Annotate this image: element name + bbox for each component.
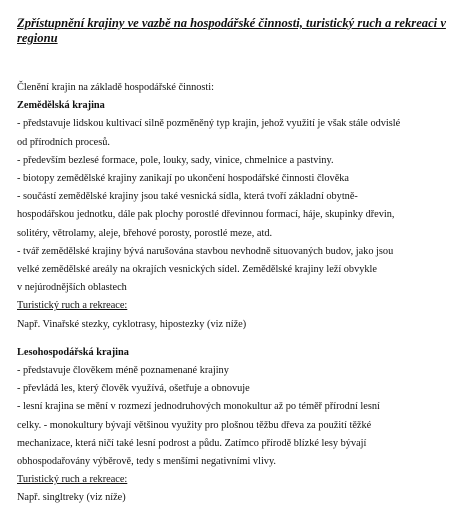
paragraph-line: - představuje člověkem méně poznamenané krajiny (17, 365, 229, 377)
paragraph-line: celky. - monokultury bývají většinou využity pro plošnou těžbu dřeva za použití těžké (17, 419, 372, 431)
paragraph-line: od přírodních procesů. (17, 136, 110, 148)
paragraph-line: - biotopy zemědělské krajiny zanikají po ukončení hospodářské činnosti člověka (17, 173, 349, 185)
paragraph-line: solitéry, větrolamy, aleje, břehové porosty, porostlé meze, atd. (17, 227, 273, 239)
tourism-text-agricultural: Např. Vinařské stezky, cyklotrasy, hipostezky (viz níže) (17, 318, 247, 330)
paragraph-line: obhospodařovány výběrově, tedy s menšími negativními vlivy. (17, 456, 277, 468)
paragraph-line: - představuje lidskou kultivací silně pozměněný typ krajin, jehož využití je však stále odvislé (17, 118, 401, 130)
section-heading-agricultural: Zemědělská krajina (17, 100, 105, 112)
tourism-text-forestry: Např. singltreky (viz níže) (17, 492, 126, 504)
paragraph-line: mechanizace, která ničí také lesní podrost a půdu. Zatímco přírodě blízké lesy bývají (17, 437, 367, 449)
section-spacer (17, 334, 462, 344)
paragraph-line: - lesní krajina se mění v rozmezí jednodruhových monokultur až po téměř přírodní lesní (17, 401, 380, 413)
intro-text: Členění krajin na základě hospodářské činnosti: (17, 82, 215, 93)
paragraph-line: - součástí zemědělské krajiny jsou také vesnická sídla, která tvoří základní obytně- (17, 191, 358, 203)
paragraph-line: - tvář zemědělské krajiny bývá narušována stavbou nevhodně situovaných budov, jako jsou (17, 245, 394, 257)
document-title: Zpřístupnění krajiny ve vazbě na hospodářské činnosti, turistický ruch a rekreaci v regionu (17, 16, 446, 45)
tourism-heading-agricultural: Turistický ruch a rekreace: (17, 300, 128, 312)
paragraph-line: - převládá les, který člověk využívá, ošetřuje a obnovuje (17, 383, 250, 395)
paragraph-line: velké zemědělské areály na okrajích vesnických sídel. Zemědělské krajiny leží obvykle (17, 264, 377, 276)
paragraph-line: v nejúrodnějších oblastech (17, 282, 127, 294)
section-heading-forestry: Lesohospodářská krajina (17, 346, 129, 358)
tourism-heading-forestry: Turistický ruch a rekreace: (17, 474, 128, 486)
paragraph-line: hospodářskou jednotku, dále pak plochy porostlé dřevinnou formací, háje, skupinky dřevin, (17, 209, 395, 221)
paragraph-line: - především bezlesé formace, pole, louky, sady, vinice, chmelnice a pastviny. (17, 154, 334, 166)
